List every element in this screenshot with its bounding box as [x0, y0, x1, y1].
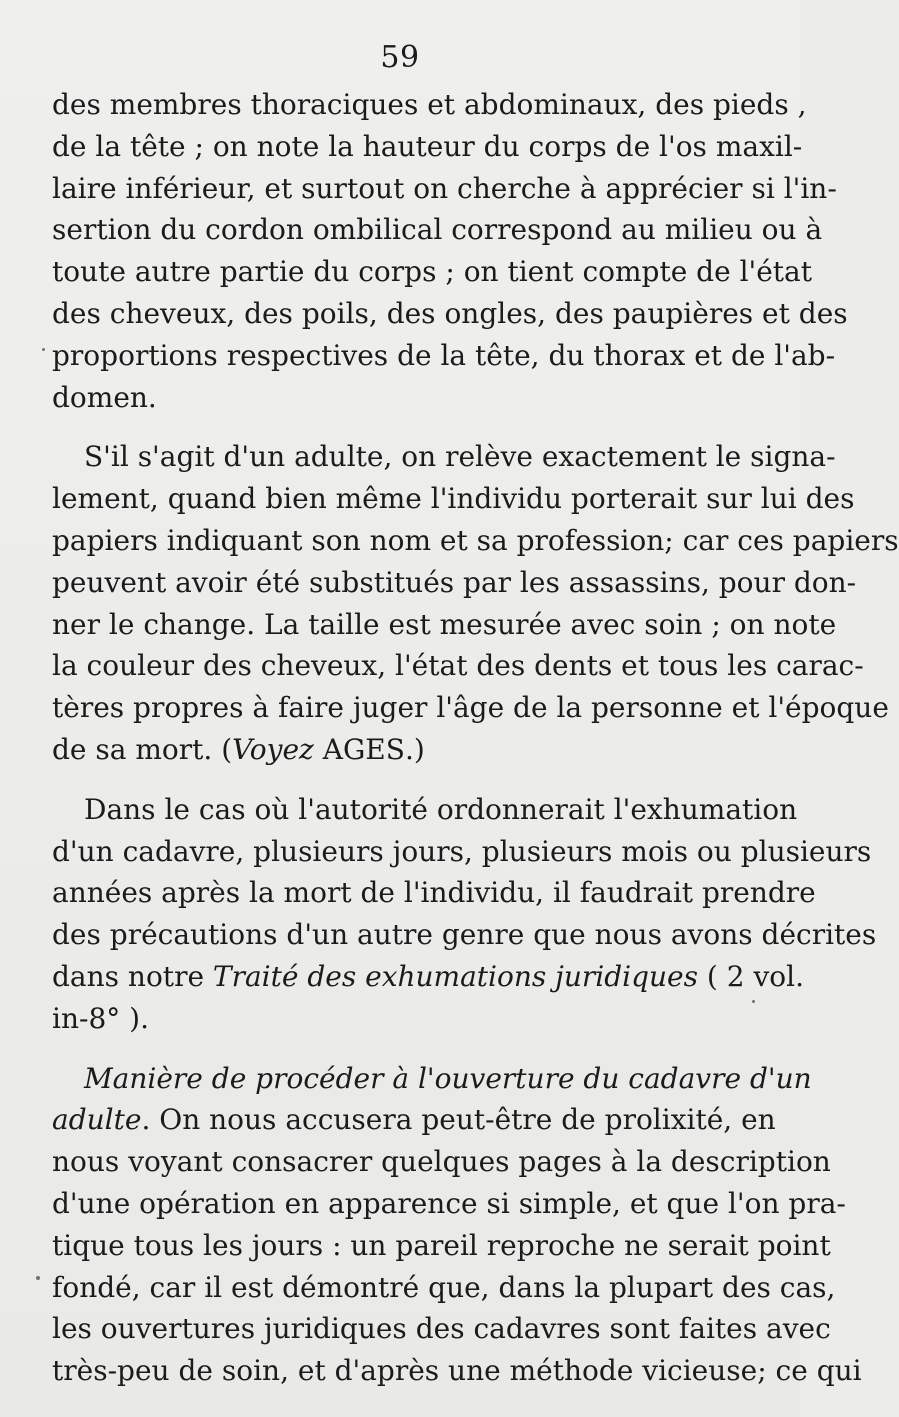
text-segment: ( 2 vol. — [698, 959, 804, 993]
text-line: des membres thoraciques et abdominaux, des pieds , — [52, 88, 807, 121]
text-line: tique tous les jours : un pareil reproche ne serait point — [52, 1228, 831, 1262]
text-line: laire inférieur, et surtout on cherche à apprécier si l'in- — [52, 171, 837, 205]
text-line: de la tête ; on note la hauteur du corps de l'os maxil- — [52, 129, 803, 163]
text-line: très-peu de soin, et d'après une méthode vicieuse; ce qui — [52, 1354, 862, 1388]
paper-speck — [42, 348, 45, 351]
cross-reference: Voyez — [232, 732, 314, 766]
text-line: tères propres à faire juger l'âge de la personne et l'époque — [52, 691, 889, 725]
paragraph-gap — [52, 418, 750, 436]
text-line: des cheveux, des poils, des ongles, des paupières et des — [52, 296, 848, 330]
text-line — [52, 1099, 776, 1141]
paper-speck — [752, 1000, 755, 1003]
text-line: des précautions d'un autre genre que nous avons décrites — [52, 918, 877, 952]
page-number: 59 — [380, 40, 420, 75]
text-line: domen. — [52, 380, 157, 414]
text-segment: S'il s'agit d'un adulte, on relève exactement le signa- — [84, 440, 836, 474]
text-line — [52, 1058, 812, 1100]
paragraph-gap — [52, 1040, 750, 1058]
text-line: les ouvertures juridiques des cadavres sont faites avec — [52, 1312, 831, 1346]
text-line: lement, quand bien même l'individu porterait sur lui des — [52, 482, 855, 516]
text-segment: dans notre — [52, 959, 213, 993]
text-segment: . On nous accusera peut-être de prolixité, en — [141, 1103, 776, 1137]
text-line: proportions respectives de la tête, du thorax et de l'ab- — [52, 338, 836, 372]
text-line: ner le change. La taille est mesurée avec soin ; on note — [52, 607, 837, 641]
book-title: Traité des exhumations juridiques — [212, 959, 698, 993]
cross-reference-rest: GES — [342, 732, 405, 766]
text-line: d'une opération en apparence si simple, et que l'on pra- — [52, 1186, 846, 1220]
text-line: années après la mort de l'individu, il faudrait prendre — [52, 876, 816, 910]
text-segment: Dans le cas où l'autorité ordonnerait l'exhumation — [84, 792, 798, 826]
text-segment: de sa mort. ( — [52, 732, 233, 766]
cross-reference-initial: A — [322, 732, 343, 766]
body-text — [52, 84, 899, 1392]
text-line: in-8° ). — [52, 1001, 149, 1035]
text-line: la couleur des cheveux, l'état des dents et tous les carac- — [52, 649, 864, 683]
text-line: papiers indiquant son nom et sa profession; car ces papiers — [52, 523, 899, 557]
text-line: peuvent avoir été substitués par les assassins, pour don- — [52, 565, 857, 599]
paragraph-gap — [52, 771, 750, 789]
text-line: sertion du cordon ombilical correspond au milieu ou à — [52, 213, 823, 247]
text-segment: .) — [404, 732, 425, 766]
text-line — [52, 436, 836, 478]
text-line — [52, 789, 798, 831]
text-line: d'un cadavre, plusieurs jours, plusieurs mois ou plusieurs — [52, 834, 872, 868]
section-heading: Manière de procéder à l'ouverture du cadavre d'un — [84, 1061, 812, 1095]
text-line — [52, 956, 804, 998]
paper-speck — [36, 1276, 40, 1280]
section-heading: adulte — [52, 1103, 142, 1137]
text-line: fondé, car il est démontré que, dans la plupart des cas, — [52, 1270, 836, 1304]
text-line: toute autre partie du corps ; on tient compte de l'état — [52, 255, 812, 289]
text-line — [52, 729, 750, 771]
text-line: nous voyant consacrer quelques pages à la description — [52, 1145, 831, 1179]
